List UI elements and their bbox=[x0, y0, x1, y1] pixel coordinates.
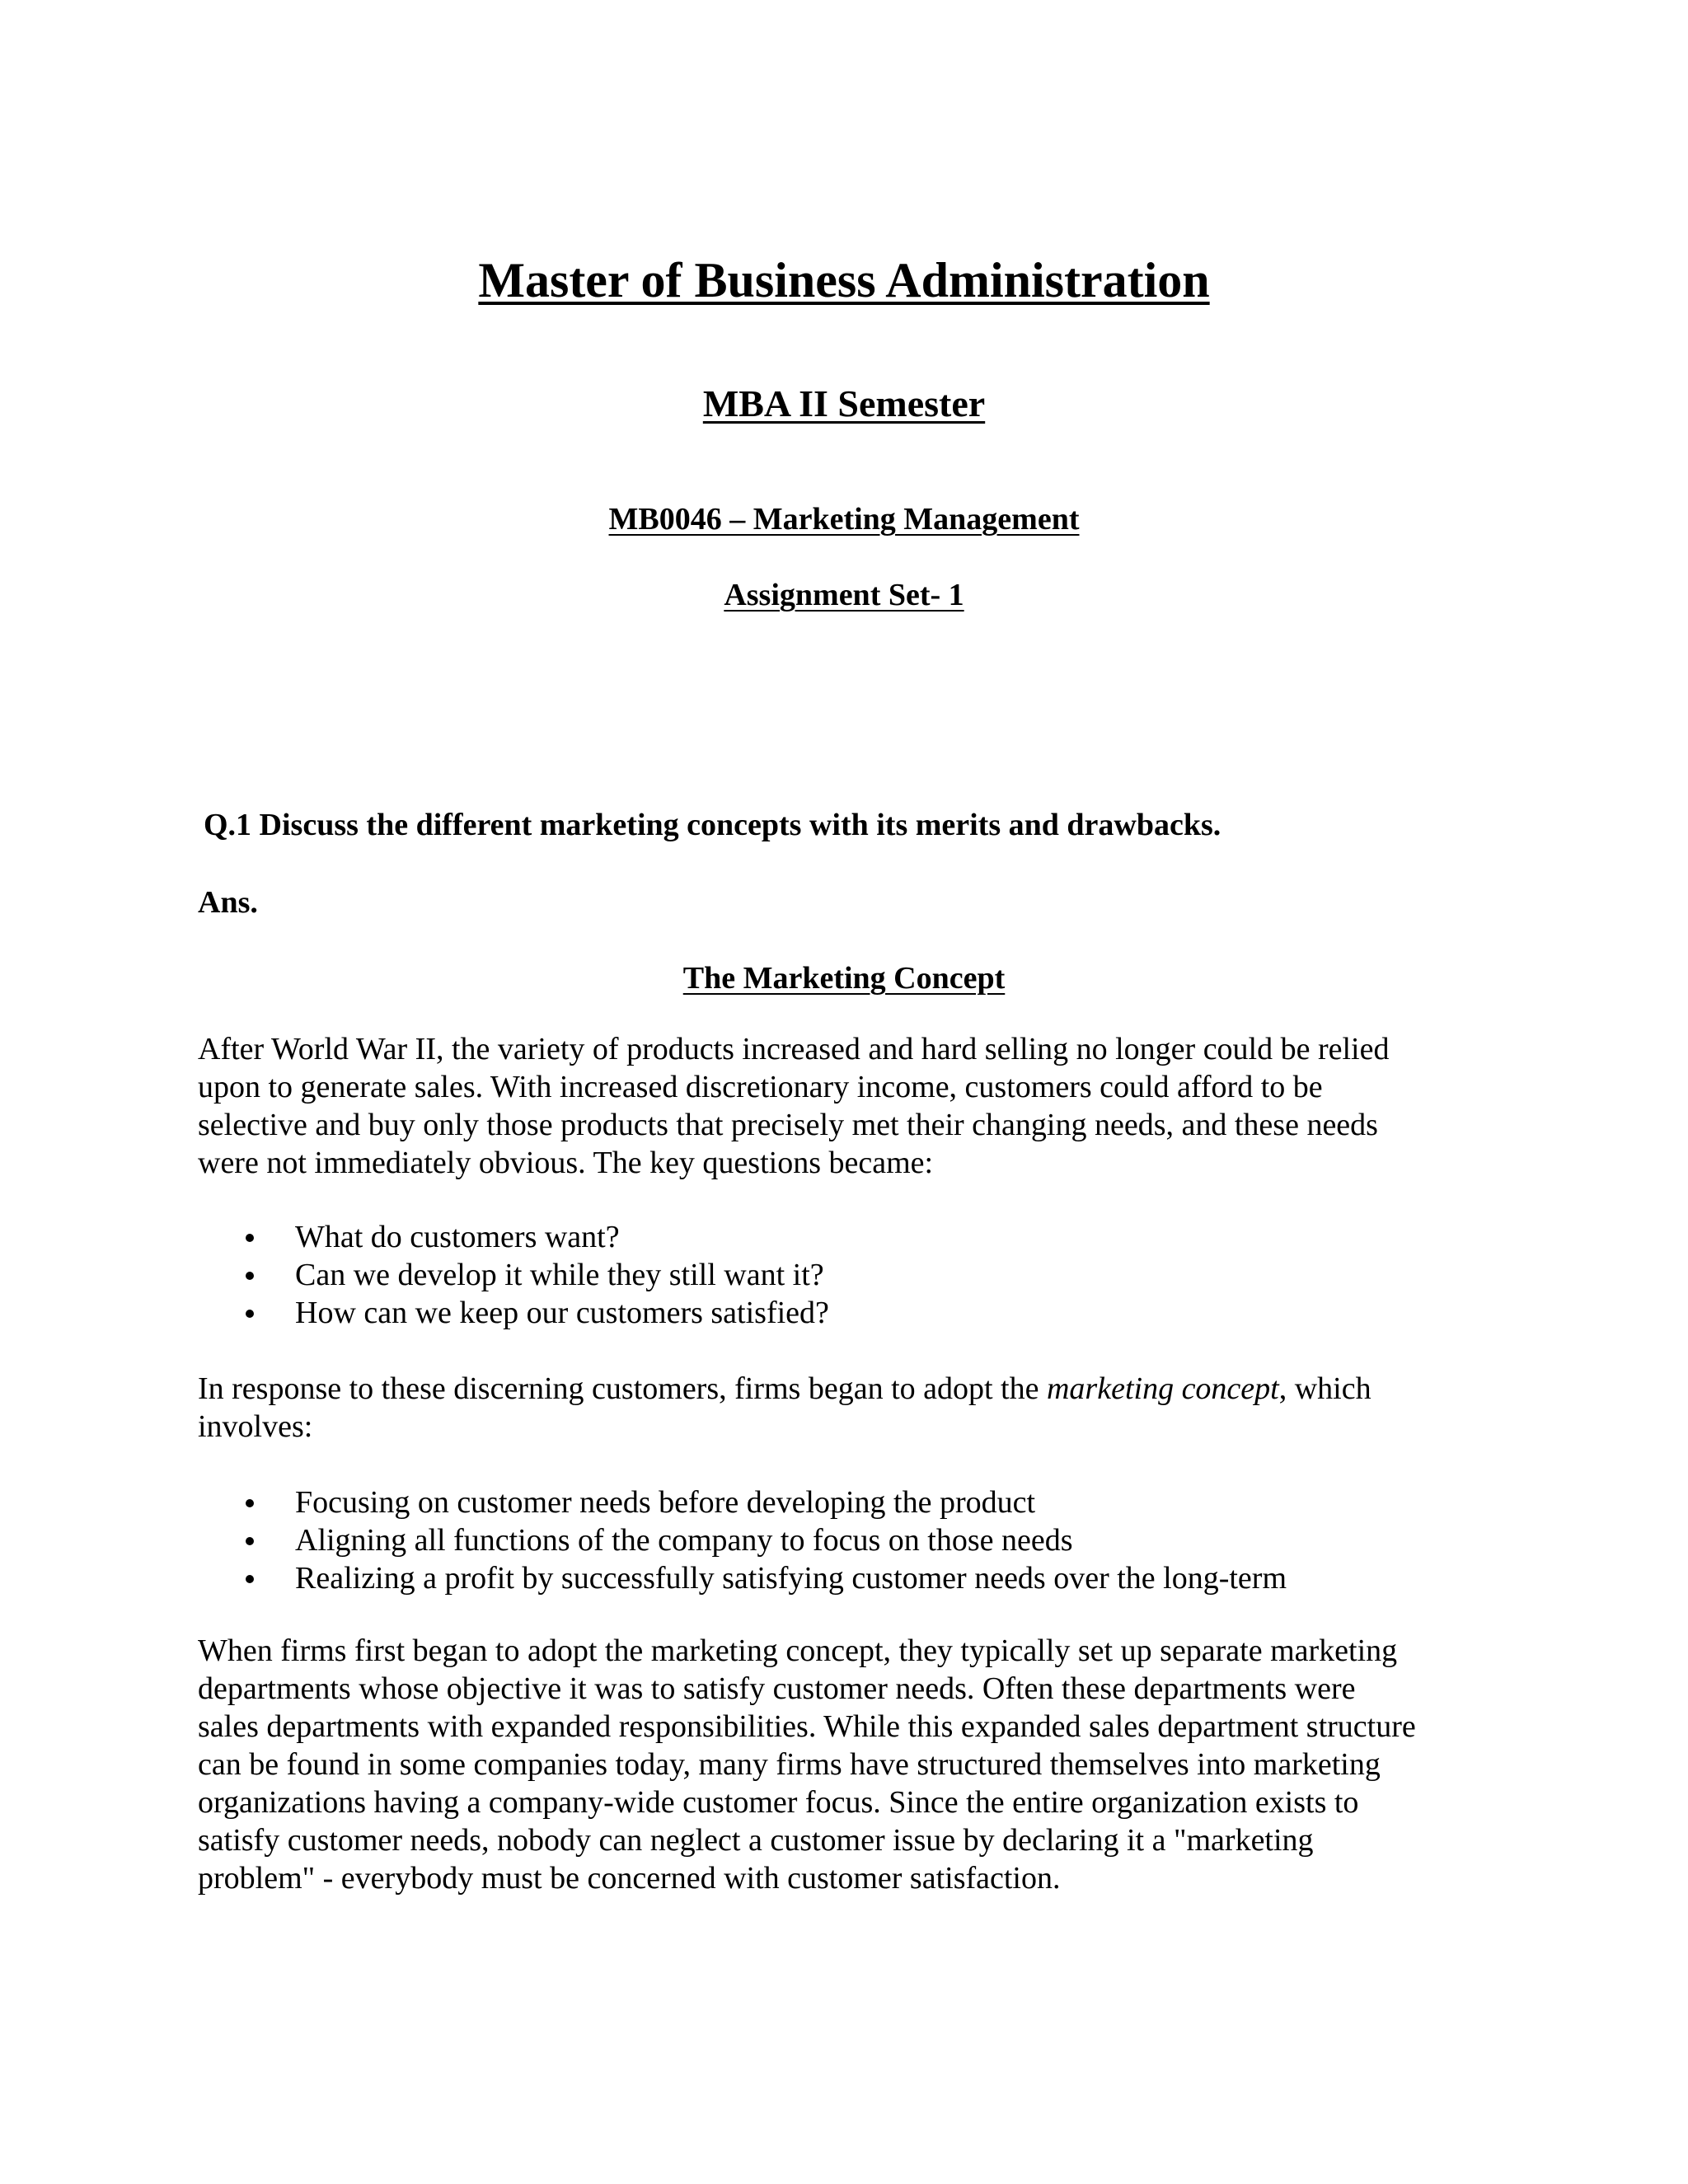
course-heading: MB0046 – Marketing Management bbox=[608, 502, 1080, 537]
section-heading: The Marketing Concept bbox=[682, 961, 1006, 996]
paragraph-line: involves: bbox=[198, 1409, 313, 1444]
list-item-text: How can we keep our customers satisfied? bbox=[295, 1296, 829, 1330]
text-run: In response to these discerning customers, firms began to adopt the bbox=[198, 1371, 1047, 1406]
paragraph-line: When firms first began to adopt the marketing concept, they typically set up separate marketing bbox=[198, 1633, 1398, 1668]
concept-involves-list bbox=[198, 1483, 1500, 1597]
paragraph-response bbox=[198, 1370, 1500, 1446]
text-run: , which bbox=[1278, 1371, 1372, 1406]
paragraph-line: After World War II, the variety of products increased and hard selling no longer could be relied bbox=[198, 1032, 1390, 1066]
list-item-text: Realizing a profit by successfully satisfying customer needs over the long-term bbox=[295, 1561, 1287, 1596]
list-item bbox=[198, 1218, 1500, 1256]
list-item-text: What do customers want? bbox=[295, 1220, 620, 1254]
paragraph-line: satisfy customer needs, nobody can neglect a customer issue by declaring it a "marketing bbox=[198, 1823, 1314, 1858]
bullet-icon bbox=[246, 1575, 254, 1583]
list-item bbox=[198, 1521, 1500, 1559]
bullet-icon bbox=[246, 1272, 254, 1280]
emphasis-text: marketing concept bbox=[1046, 1371, 1279, 1406]
semester-heading: MBA II Semester bbox=[702, 382, 986, 424]
paragraph-line: selective and buy only those products that precisely met their changing needs, and these needs bbox=[198, 1108, 1378, 1142]
list-item-text: Focusing on customer needs before developing the product bbox=[295, 1485, 1036, 1520]
assignment-heading: Assignment Set- 1 bbox=[724, 578, 964, 612]
list-item bbox=[198, 1483, 1500, 1521]
paragraph-line: upon to generate sales. With increased discretionary income, customers could afford to be bbox=[198, 1070, 1323, 1104]
answer-label: Ans. bbox=[198, 885, 258, 920]
bullet-icon bbox=[246, 1234, 254, 1242]
paragraph-adoption bbox=[198, 1632, 1500, 1897]
bullet-icon bbox=[246, 1537, 254, 1545]
key-questions-list bbox=[198, 1218, 1500, 1332]
paragraph-line: departments whose objective it was to satisfy customer needs. Often these departments were bbox=[198, 1671, 1356, 1706]
paragraph-line: problem" - everybody must be concerned with customer satisfaction. bbox=[198, 1861, 1061, 1896]
list-item bbox=[198, 1294, 1500, 1332]
paragraph-line: were not immediately obvious. The key questions became: bbox=[198, 1146, 934, 1180]
paragraph-line: organizations having a company-wide customer focus. Since the entire organization exists to bbox=[198, 1785, 1359, 1820]
list-item-text: Aligning all functions of the company to focus on those needs bbox=[295, 1523, 1073, 1558]
paragraph-line: can be found in some companies today, many firms have structured themselves into marketing bbox=[198, 1747, 1381, 1782]
list-item bbox=[198, 1559, 1500, 1597]
list-item-text: Can we develop it while they still want it? bbox=[295, 1258, 824, 1292]
paragraph-line: sales departments with expanded responsibilities. While this expanded sales department structure bbox=[198, 1709, 1416, 1744]
bullet-icon bbox=[246, 1310, 254, 1318]
paragraph-line bbox=[198, 1370, 1500, 1408]
question-text: Q.1 Discuss the different marketing concepts with its merits and drawbacks. bbox=[204, 808, 1221, 842]
document-title: Master of Business Administration bbox=[478, 253, 1210, 307]
bullet-icon bbox=[246, 1499, 254, 1507]
paragraph-intro bbox=[198, 1030, 1500, 1182]
list-item bbox=[198, 1256, 1500, 1294]
